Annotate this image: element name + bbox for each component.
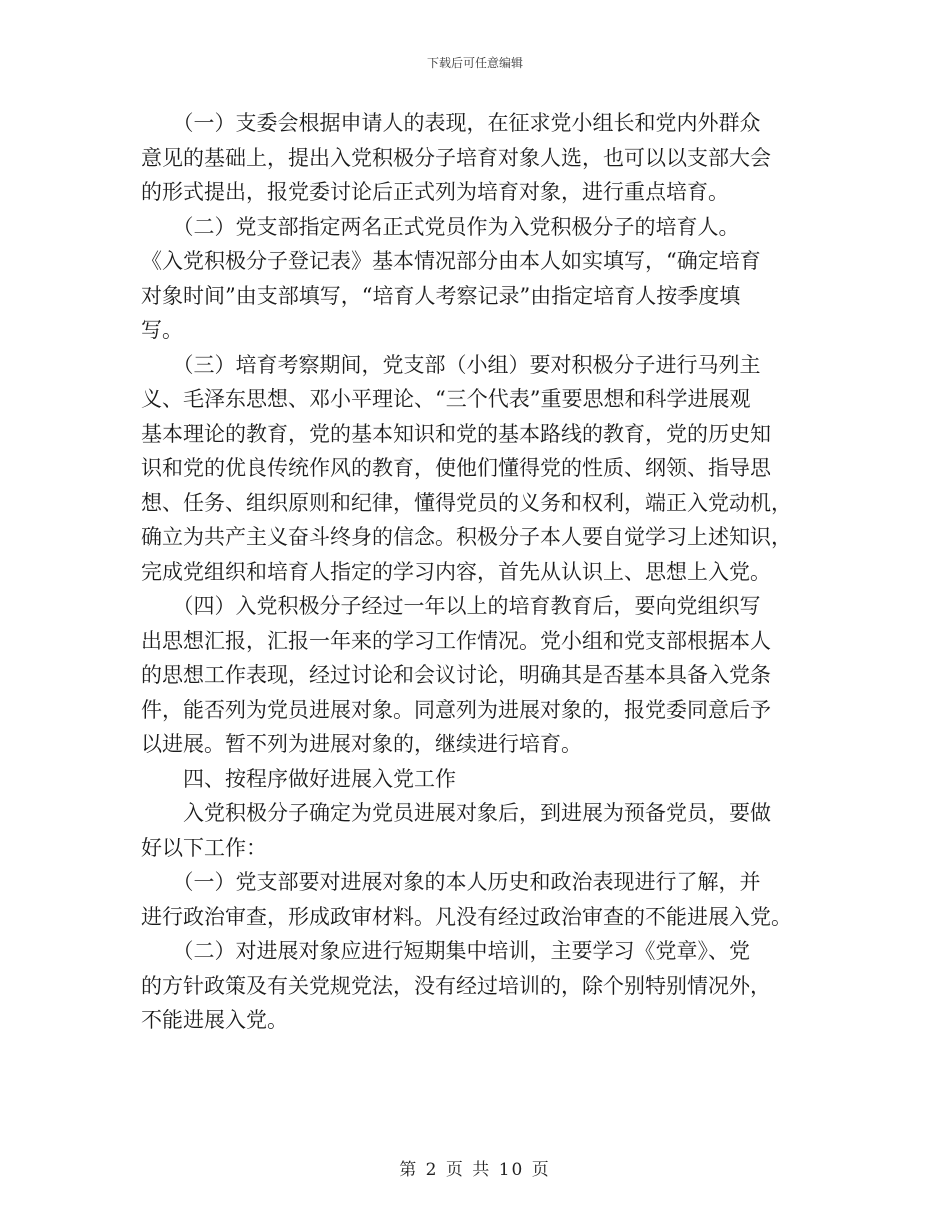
text-line: （四）入党积极分子经过一年以上的培育教育后，要向党组织写 <box>141 594 761 618</box>
text-line: 意见的基础上，提出入党积极分子培育对象人选，也可以以支部大会 <box>141 145 771 170</box>
page-number-footer: 第 2 页 共 10 页 <box>399 1160 551 1180</box>
text-line: 确立为共产主义奋斗终身的信念。积极分子本人要自觉学习上述知识， <box>141 525 792 549</box>
text-line: 的形式提出，报党委讨论后正式列为培育对象，进行重点培育。 <box>141 180 729 204</box>
document-body <box>141 106 801 1038</box>
text-line: 《入党积极分子登记表》基本情况部分由本人如实填写，“确定培育 <box>141 249 761 273</box>
text-line: （三）培育考察期间，党支部（小组）要对积极分子进行马列主 <box>141 352 761 377</box>
text-line: 想、任务、组织原则和纪律，懂得党员的义务和权利，端正入党动机， <box>141 490 792 515</box>
section-heading: 四、按程序做好进展入党工作 <box>141 766 456 791</box>
text-line: （二）党支部指定两名正式党员作为入党积极分子的培育人。 <box>141 214 740 239</box>
text-line: 不能进展入党。 <box>141 1008 288 1032</box>
text-line: 的方针政策及有关党规党法，没有经过培训的，除个别特别情况外， <box>141 973 771 998</box>
text-line: 对象时间”由支部填写，“培育人考察记录”由指定培育人按季度填 <box>141 283 741 308</box>
text-line: （一）支委会根据申请人的表现，在征求党小组长和党内外群众 <box>141 111 761 135</box>
text-line: 件，能否列为党员进展对象。同意列为进展对象的，报党委同意后予 <box>141 697 771 722</box>
text-line: 识和党的优良传统作风的教育，使他们懂得党的性质、纲领、指导思 <box>141 456 771 480</box>
page-header: 下载后可任意编辑 <box>426 56 523 70</box>
text-line: 的思想工作表现，经过讨论和会议讨论，明确其是否基本具备入党条 <box>141 663 771 687</box>
text-line: 入党积极分子确定为党员进展对象后，到进展为预备党员，要做 <box>141 801 771 825</box>
text-line: 进行政治审查，形成政审材料。凡没有经过政治审查的不能进展入党。 <box>141 904 792 929</box>
text-line: 出思想汇报，汇报一年来的学习工作情况。党小组和党支部根据本人 <box>141 628 771 653</box>
text-line: 好以下工作： <box>141 835 267 860</box>
text-line: 以进展。暂不列为进展对象的，继续进行培育。 <box>141 732 582 756</box>
text-line: 完成党组织和培育人指定的学习内容，首先从认识上、思想上入党。 <box>141 559 771 584</box>
text-line: （二）对进展对象应进行短期集中培训，主要学习《党章》、党 <box>141 939 750 963</box>
text-line: 基本理论的教育，党的基本知识和党的基本路线的教育，党的历史知 <box>141 421 771 446</box>
text-line: 义、毛泽东思想、邓小平理论、“三个代表”重要思想和科学进展观 <box>141 387 751 411</box>
text-line: （一）党支部要对进展对象的本人历史和政治表现进行了解，并 <box>141 870 761 894</box>
text-line: 写。 <box>141 318 183 342</box>
